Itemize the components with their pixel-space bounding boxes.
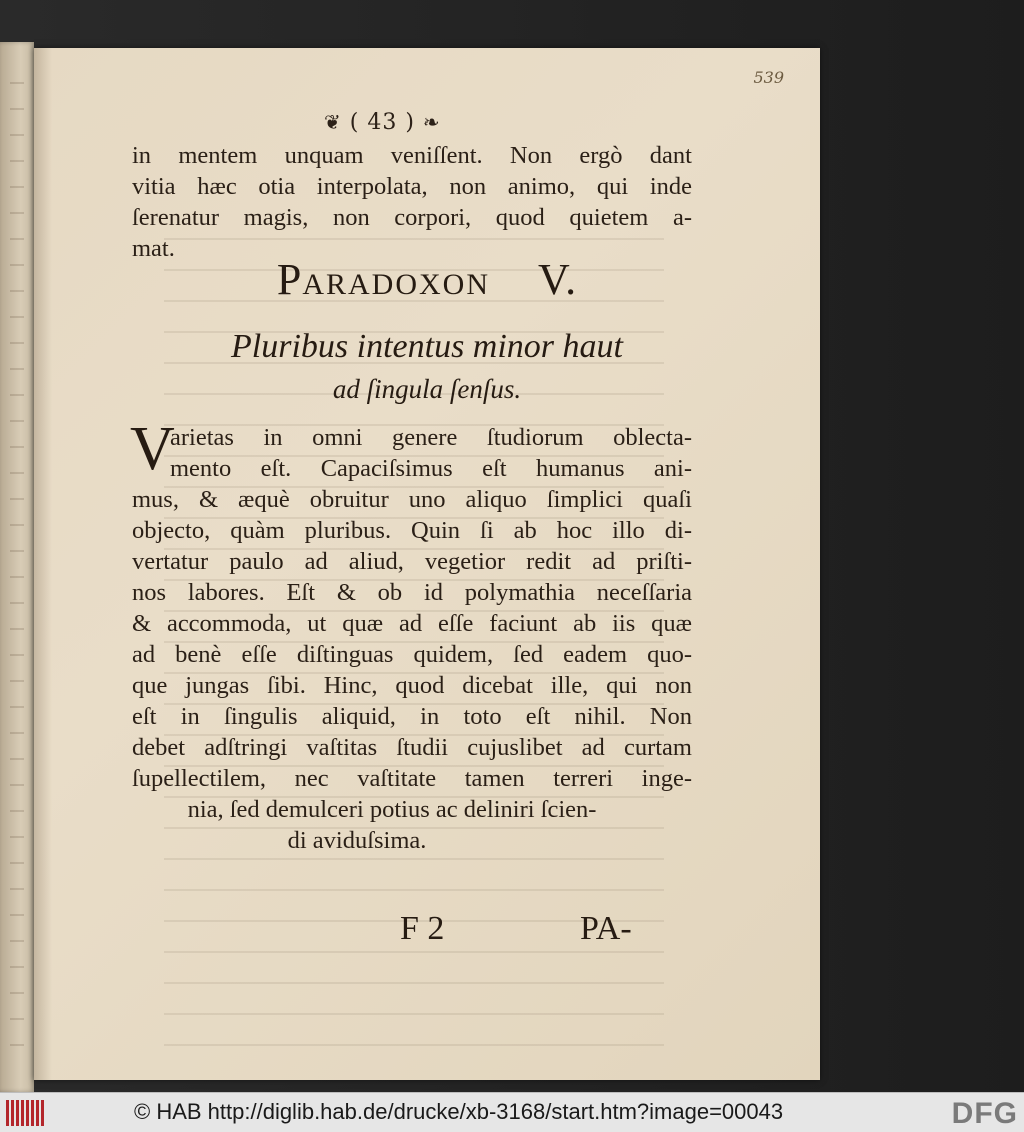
text-line: arietas in omni genere ſtudiorum oblecta- bbox=[170, 424, 692, 451]
text-line: nos labores. Eſt & ob id polymathia neceſſaria bbox=[132, 579, 692, 606]
text-line: mat. bbox=[132, 235, 175, 262]
body-paragraph bbox=[132, 422, 692, 794]
text-line: & accommoda, ut quæ ad eſſe faciunt ab iis quæ bbox=[132, 610, 692, 637]
book-page bbox=[34, 48, 820, 1080]
handwritten-folio-number: 539 bbox=[753, 68, 784, 87]
text-line: que jungas ſibi. Hinc, quod dicebat ille, qui non bbox=[132, 672, 692, 699]
text-line: ſupellectilem, nec vaſtitate tamen terreri inge- bbox=[132, 765, 692, 792]
ornament-right-icon: ❧ bbox=[422, 110, 441, 134]
text-line: ſerenatur magis, non corpori, quod quietem a- bbox=[132, 204, 692, 231]
page-number: ( 43 ) bbox=[349, 110, 415, 135]
text-line: eſt in ſingulis aliquid, in toto eſt nihil. Non bbox=[132, 703, 692, 730]
text-line: mento eſt. Capaciſsimus eſt humanus ani- bbox=[170, 455, 692, 482]
motto-line-2: ad ſingula ſenſus. bbox=[332, 374, 522, 404]
heading-initial: P bbox=[276, 255, 303, 304]
hab-logo-icon bbox=[6, 1100, 46, 1126]
text-line: ad benè eſſe diſtinguas quidem, ſed eadem quo- bbox=[132, 641, 692, 668]
page-number-header bbox=[324, 110, 441, 135]
text-line: debet adſtringi vaſtitas ſtudii cujuslibet ad curtam bbox=[132, 734, 692, 761]
text-line: in mentem unquam veniſſent. Non ergò dant bbox=[132, 142, 692, 169]
drop-cap: V bbox=[130, 415, 175, 483]
signature-mark: F 2 bbox=[400, 910, 445, 947]
text-line: vitia hæc otia interpolata, non animo, qui inde bbox=[132, 173, 692, 200]
heading-word: ARADOXON bbox=[302, 268, 491, 301]
section-heading bbox=[34, 254, 820, 305]
text-line: di aviduſsima. bbox=[287, 827, 427, 854]
text-line: vertatur paulo ad aliud, vegetior redit ad priſti- bbox=[132, 548, 692, 575]
heading-numeral: V. bbox=[538, 255, 578, 304]
dfg-logo: DFG bbox=[951, 1097, 1018, 1130]
text-line: mus, & æquè obruitur uno aliquo ſimplici quaſi bbox=[132, 486, 692, 513]
catchword: PA- bbox=[580, 910, 632, 947]
text-line: nia, ſed demulceri potius ac deliniri ſcien- bbox=[187, 796, 597, 823]
text-line: objecto, quàm pluribus. Quin ſi ab hoc illo di- bbox=[132, 517, 692, 544]
top-paragraph bbox=[132, 140, 692, 264]
tail-lines bbox=[132, 794, 692, 856]
ornament-left-icon: ❦ bbox=[324, 110, 342, 134]
previous-page-edge bbox=[0, 42, 34, 1092]
footer-bar bbox=[0, 1092, 1024, 1132]
source-credit[interactable]: © HAB http://diglib.hab.de/drucke/xb-3168/start.htm?image=00043 bbox=[134, 1099, 784, 1124]
motto-line-1: Pluribus intentus minor haut bbox=[231, 328, 623, 365]
